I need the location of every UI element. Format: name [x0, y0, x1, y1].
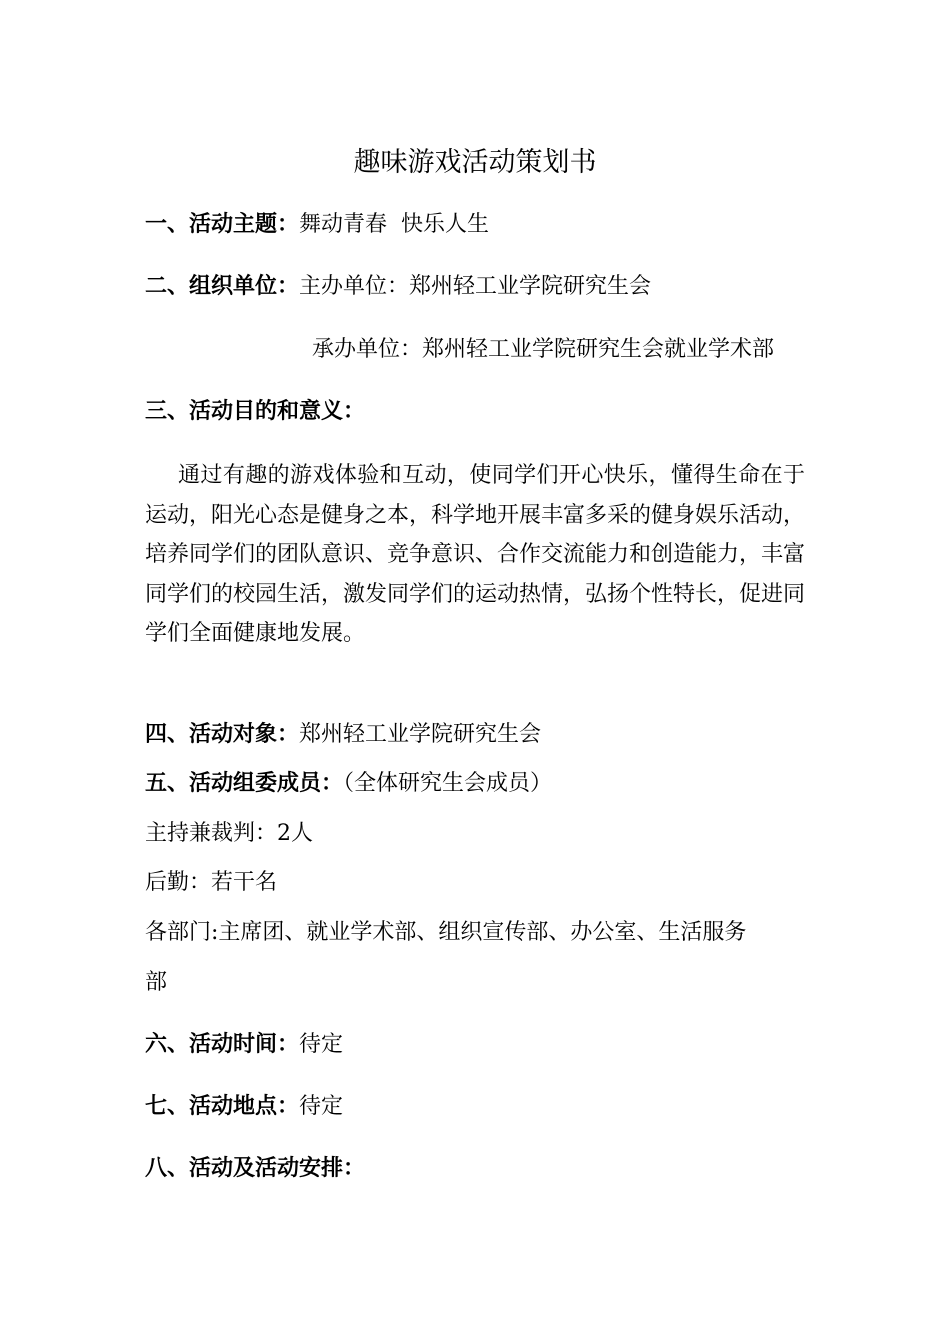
section-audience — [145, 719, 541, 751]
committee-logistics: 后勤：若干名 — [145, 870, 278, 895]
section-text-time: 待定 — [299, 1032, 344, 1057]
committee-departments-line2: 部 — [145, 970, 168, 995]
section-text-theme: 舞动青春 快乐人生 — [299, 212, 490, 237]
host-unit-text: 主办单位：郑州轻工业学院研究生会 — [299, 274, 652, 299]
section-heading-audience: 四、活动对象： — [145, 722, 300, 747]
committee-host-judge: 主持兼裁判：2人 — [145, 821, 313, 846]
section-heading-purpose: 三、活动目的和意义： — [145, 399, 366, 424]
section-theme — [145, 209, 489, 241]
committee-departments-line1: 各部门:主席团、就业学术部、组织宣传部、办公室、生活服务 — [145, 920, 747, 945]
section-text-location: 待定 — [299, 1094, 344, 1119]
section-heading-location: 七、活动地点： — [145, 1094, 300, 1119]
organizer-unit-text: 承办单位：郑州轻工业学院研究生会就业学术部 — [312, 337, 775, 362]
section-organization — [145, 271, 651, 303]
section-heading-schedule: 八、活动及活动安排： — [145, 1156, 366, 1181]
section-heading-organization: 二、组织单位： — [145, 274, 300, 299]
section-heading-theme: 一、活动主题： — [145, 212, 300, 237]
section-time — [145, 1029, 343, 1061]
section-schedule — [145, 1153, 365, 1185]
section-text-committee: （全体研究生会成员） — [343, 771, 553, 796]
organizer-unit-line — [312, 334, 774, 366]
section-committee — [145, 768, 552, 800]
section-location — [145, 1091, 343, 1123]
section-heading-committee: 五、活动组委成员： — [145, 771, 344, 796]
document-title: 趣味游戏活动策划书 — [353, 147, 597, 178]
purpose-paragraph: 通过有趣的游戏体验和互动，使同学们开心快乐，懂得生命在于运动，阳光心态是健身之本，科学地开展丰富多采的健身娱乐活动，培养同学们的团队意识、竞争意识、合作交流能力和创造能力，丰富同学们的校园生活，激发同学们的运动热情，弘扬个性特长，促进同学们全面健康地发展。 — [145, 463, 806, 646]
section-purpose — [145, 396, 365, 428]
section-text-audience: 郑州轻工业学院研究生会 — [299, 722, 542, 747]
section-heading-time: 六、活动时间： — [145, 1032, 300, 1057]
